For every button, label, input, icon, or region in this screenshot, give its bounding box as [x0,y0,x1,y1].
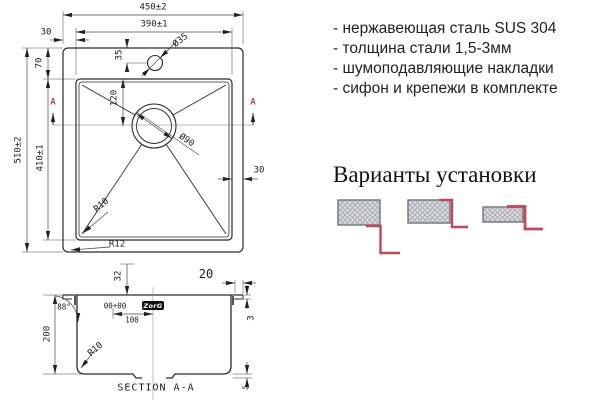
dim-corner-outer: R12 [108,239,126,250]
dim-corner-inner: R10 [92,196,112,215]
feature-note-1: - нержавеющая сталь SUS 304 [333,20,557,37]
dim-outer-height: 510±2 [13,136,24,164]
dim-bottom-radius: R10 [86,340,106,359]
dim-drain-offset-section: 100 [125,315,139,325]
dim-rim-width: 20 [198,267,214,281]
bowl-wall-right [166,295,231,378]
sink-rim-profile-1 [366,226,400,253]
bowl-inner-outline [79,82,229,237]
feature-note-4: - сифон и крепежи в комплекте [333,80,558,97]
top-view-dimensions [22,11,258,252]
install-variant-1 [338,200,400,253]
dim-inner-width: 390±1 [140,19,168,30]
section-title: SECTION A-A [117,382,195,394]
brand-logo: ZorG [143,301,163,310]
dim-depth: 200 [42,325,53,343]
feature-note-3: - шумоподавляющие накладки [333,60,554,77]
dim-outer-width: 450±2 [139,2,167,13]
dim-rim-rise: 32 [113,270,124,282]
dim-edge-top: 70 [34,57,45,69]
dim-rim-thickness: 3 [246,315,257,321]
bowl-outline [76,79,232,240]
installation-diagrams [338,200,543,253]
top-view [53,48,256,252]
section-dimensions [43,264,256,390]
clip-marks: 00+00 [103,301,127,311]
install-variant-3 [483,207,543,230]
installation-heading: Варианты установки [333,162,537,187]
dim-offset-right: 30 [253,165,265,176]
bowl-slope-lines [82,85,226,234]
countertop-section-1 [338,200,380,225]
countertop-section-2 [408,200,450,223]
section-marker-left: A [50,97,56,108]
section-marker-right: A [250,97,256,108]
dim-faucet-diameter: Ø35 [171,31,191,50]
dim-inner-height: 410±1 [35,144,46,172]
dim-faucet-offset: 35 [114,49,125,61]
dim-drain-offset: 120 [109,89,120,107]
install-variant-2 [408,200,468,227]
feature-note-2: - толщина стали 1,5-3мм [333,40,512,57]
countertop-section-3 [483,207,523,222]
dim-bottom-step: 5 [241,384,251,390]
dim-wall-angle: 88° [57,302,71,312]
dim-drain-diameter: Ø90 [176,131,196,150]
dim-offset-left: 30 [40,27,52,38]
